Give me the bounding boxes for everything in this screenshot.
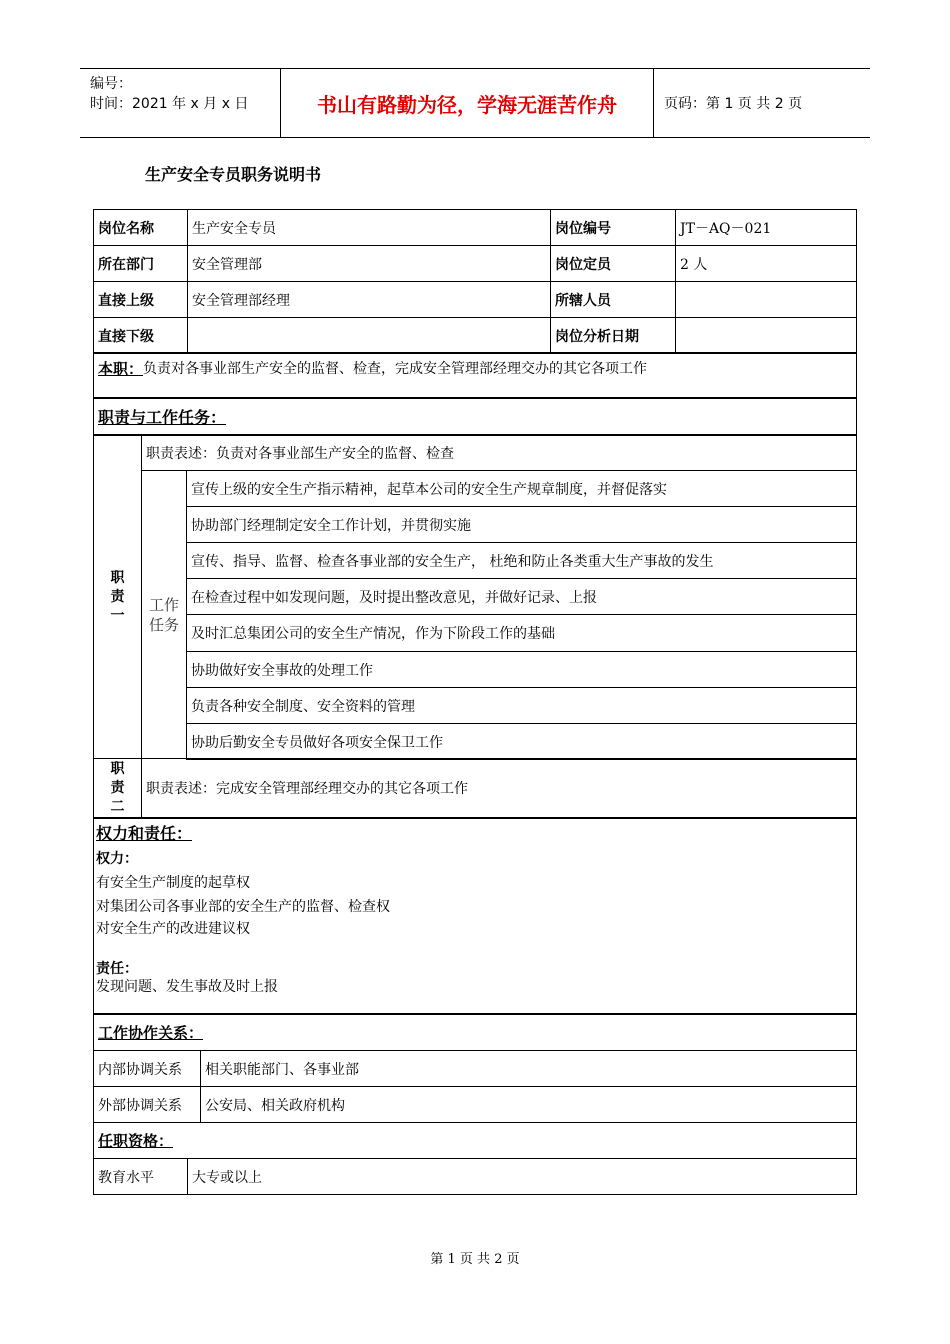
- info-label: 所在部门: [93, 245, 188, 282]
- duty1-label-char: 一: [110, 607, 125, 624]
- time-label: 时间：2021 年 x 月 x 日: [90, 96, 249, 112]
- power-item: 有安全生产制度的起草权: [96, 875, 250, 891]
- page-header: [80, 68, 870, 138]
- internal-coop-label: 内部协调关系: [93, 1050, 201, 1087]
- qualification-heading: 任职资格：: [98, 1132, 174, 1150]
- tasks-label-line: 工作: [148, 595, 179, 614]
- tasks-label: [141, 470, 187, 759]
- task-item: 负责各种安全制度、安全资料的管理: [186, 687, 857, 724]
- duty2-label-char: 职: [110, 760, 125, 777]
- internal-coop-value: 相关职能部门、各事业部: [200, 1050, 857, 1087]
- cooperation-heading-row: [93, 1014, 857, 1051]
- info-label: 岗位编号: [550, 209, 676, 246]
- info-value: [187, 317, 551, 354]
- duties-heading: 职责与工作任务：: [98, 408, 227, 427]
- duty1-label-char: 职: [110, 569, 125, 586]
- duty2-label-char: 责: [110, 779, 125, 796]
- page-info: 页码：第 1 页 共 2 页: [664, 96, 803, 112]
- task-item: 在检查过程中如发现问题，及时提出整改意见，并做好记录、上报: [186, 578, 857, 615]
- header-meta: [80, 69, 281, 137]
- task-item: 协助做好安全事故的处理工作: [186, 651, 857, 688]
- duty1-label: [93, 435, 142, 759]
- external-coop-value: 公安局、相关政府机构: [200, 1086, 857, 1123]
- duty-row: [93, 352, 857, 398]
- tasks-label-line: 任务: [148, 615, 179, 634]
- info-label: 岗位名称: [93, 209, 188, 246]
- header-page-cell: [654, 69, 870, 137]
- duty1-label-char: 责: [110, 588, 125, 605]
- duty2-description: 职责表述：完成安全管理部经理交办的其它各项工作: [141, 758, 857, 818]
- duty-label: 本职：: [98, 360, 144, 378]
- info-label: 岗位定员: [550, 245, 676, 282]
- number-label: 编号：: [90, 76, 132, 92]
- education-label: 教育水平: [93, 1158, 188, 1195]
- document-title: 生产安全专员职务说明书: [145, 165, 322, 184]
- duties-heading-row: [93, 398, 857, 435]
- info-value: 安全管理部: [187, 245, 551, 282]
- responsibility-item: 发现问题、发生事故及时上报: [96, 979, 278, 995]
- info-label: 直接上级: [93, 281, 188, 318]
- info-value: 2 人: [675, 245, 857, 282]
- info-value: [675, 281, 857, 318]
- cooperation-heading: 工作协作关系：: [98, 1024, 204, 1042]
- power-label: 权力：: [96, 851, 138, 867]
- qualification-heading-row: [93, 1122, 857, 1159]
- duty2-label-char: 二: [110, 798, 125, 815]
- external-coop-label: 外部协调关系: [93, 1086, 201, 1123]
- info-value: 安全管理部经理: [187, 281, 551, 318]
- duty-text: 负责对各事业部生产安全的监督、检查，完成安全管理部经理交办的其它各项工作: [143, 361, 648, 377]
- task-item: 及时汇总集团公司的安全生产情况，作为下阶段工作的基础: [186, 614, 857, 652]
- authority-heading: 权力和责任：: [96, 824, 193, 843]
- task-item: 宣传上级的安全生产指示精神，起草本公司的安全生产规章制度，并督促落实: [186, 470, 857, 507]
- info-value: 生产安全专员: [187, 209, 551, 246]
- info-label: 所辖人员: [550, 281, 676, 318]
- page-footer: 第 1 页 共 2 页: [430, 1252, 520, 1267]
- info-value: [675, 317, 857, 354]
- info-label: 岗位分析日期: [550, 317, 676, 354]
- info-value: JT－AQ－021: [675, 209, 857, 246]
- task-item: 协助部门经理制定安全工作计划，并贯彻实施: [186, 506, 857, 543]
- duty1-description: 职责表述：负责对各事业部生产安全的监督、检查: [141, 435, 857, 471]
- power-item: 对集团公司各事业部的安全生产的监督、检查权: [96, 899, 390, 915]
- power-item: 对安全生产的改进建议权: [96, 921, 250, 937]
- responsibility-label: 责任：: [96, 961, 138, 977]
- header-motto-cell: [281, 69, 654, 137]
- duty2-label: [93, 758, 142, 818]
- task-item: 协助后勤安全专员做好各项安全保卫工作: [186, 723, 857, 760]
- task-item: 宣传、指导、监督、检查各事业部的安全生产， 杜绝和防止各类重大生产事故的发生: [186, 542, 857, 579]
- motto: 书山有路勤为径，学海无涯苦作舟: [317, 92, 617, 117]
- info-label: 直接下级: [93, 317, 188, 354]
- education-value: 大专或以上: [187, 1158, 857, 1195]
